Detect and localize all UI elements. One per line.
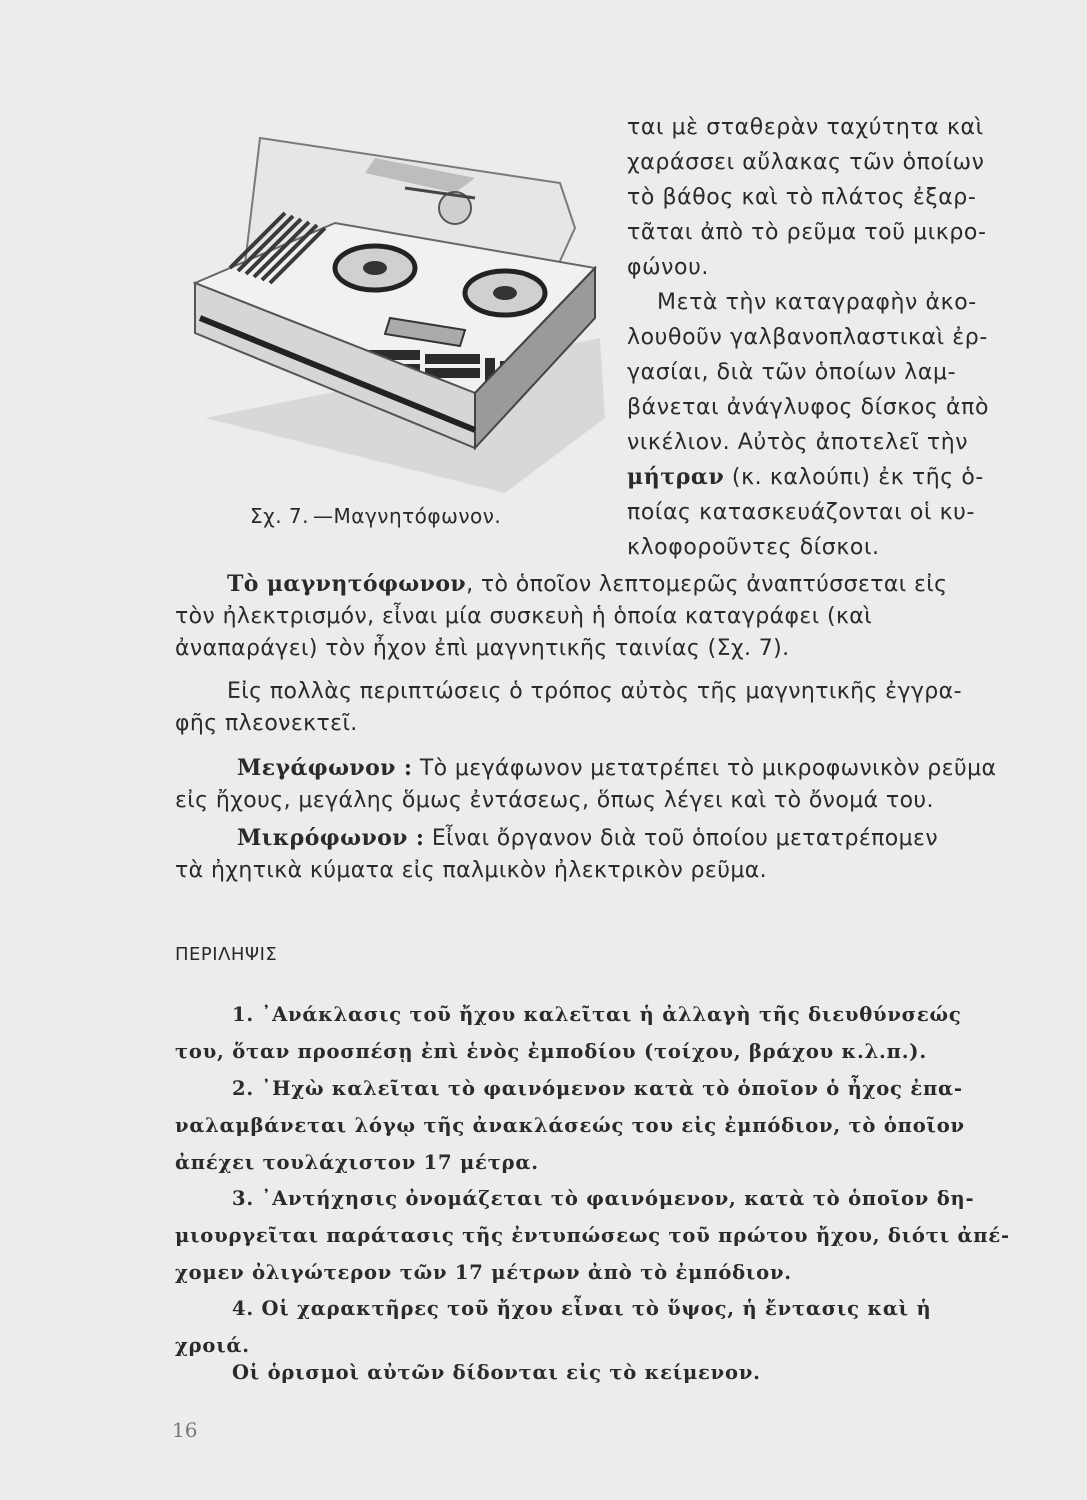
summary-note: [175, 1354, 1020, 1391]
text-line: φώνου.: [627, 255, 710, 280]
summary-heading: ΠΕΡΙΛΗΨΙΣ: [175, 944, 278, 965]
text-line: μιουργεῖται παράτασις τῆς ἐντυπώσεως τοῦ πρώτου ἤχου, διότι ἀπέ-: [175, 1224, 1010, 1247]
paragraph-loudspeaker: [175, 752, 1020, 817]
term-magnetophone: Τὸ μαγνητόφωνον: [227, 571, 467, 597]
text-line: Οἱ ὁρισμοὶ αὐτῶν δίδονται εἰς τὸ κείμενον.: [232, 1361, 761, 1384]
term-microphone: Μικρόφωνον :: [237, 825, 425, 851]
text-line: νικέλιον. Αὐτὸς ἀποτελεῖ τὴν: [627, 430, 969, 455]
page-number: 16: [172, 1418, 198, 1442]
text-line: ἀπέχει τουλάχιστον 17 μέτρα.: [175, 1151, 539, 1174]
summary-item-3: [175, 1180, 1020, 1291]
text-fragment: , τὸ ὁποῖον λεπτομερῶς ἀναπτύσσεται εἰς: [466, 572, 948, 597]
text-line: εἰς ἤχους, μεγάλης ὅμως ἐντάσεως, ὅπως λέγει καὶ τὸ ὄνομά του.: [175, 788, 934, 813]
text-line: τὰ ἠχητικὰ κύματα εἰς παλμικὸν ἠλεκτρικὸν ρεῦμα.: [175, 858, 768, 883]
tape-recorder-image: [175, 118, 615, 498]
paragraph-advantage: [175, 676, 1020, 740]
text-line: 3. ᾿Αντήχησις ὀνομάζεται τὸ φαινόμενον, κατὰ τὸ ὁποῖον δη-: [232, 1187, 975, 1210]
text-line: ποίας κατασκευάζονται οἱ κυ-: [627, 500, 976, 525]
text-line: φῆς πλεονεκτεῖ.: [175, 711, 358, 736]
text-fragment: Τὸ μεγάφωνον μετατρέπει τὸ μικροφωνικὸν ρεῦμα: [412, 756, 997, 781]
text-line: βάνεται ἀνάγλυφος δίσκος ἀπὸ: [627, 395, 990, 420]
figure-caption-number: Σχ. 7.: [250, 504, 309, 528]
summary-item-1: [175, 996, 1020, 1070]
text-line: 2. ᾿Ηχὼ καλεῖται τὸ φαινόμενον κατὰ τὸ ὁποῖον ὁ ἦχος ἐπα-: [232, 1077, 963, 1100]
figure-caption: [250, 504, 501, 528]
right-column-text: [627, 110, 1017, 565]
text-line: 4. Οἱ χαρακτῆρες τοῦ ἤχου εἶναι τὸ ὕψος, ἡ ἔντασις καὶ ἡ: [232, 1297, 932, 1320]
text-line: γασίαι, διὰ τῶν ὁποίων λαμ-: [627, 360, 957, 385]
paragraph-magnetophone: [175, 568, 1020, 665]
term-matrix: μήτραν: [627, 464, 725, 490]
text-line: τὸ βάθος καὶ τὸ πλάτος ἐξαρ-: [627, 185, 977, 210]
text-line: Εἰς πολλὰς περιπτώσεις ὁ τρόπος αὐτὸς τῆς μαγνητικῆς ἐγγρα-: [227, 679, 962, 704]
text-line: τὸν ἠλεκτρισμόν, εἶναι μία συσκευὴ ἡ ὁποία καταγράφει (καὶ: [175, 604, 873, 629]
text-line: τᾶται ἀπὸ τὸ ρεῦμα τοῦ μικρο-: [627, 220, 987, 245]
text-line: χροιά.: [175, 1334, 250, 1357]
term-loudspeaker: Μεγάφωνον :: [237, 755, 413, 781]
text-fragment: Εἶναι ὄργανον διὰ τοῦ ὁποίου μετατρέπομεν: [424, 826, 939, 851]
text-line: του, ὅταν προσπέσῃ ἐπὶ ἑνὸς ἐμποδίου (τοίχου, βράχου κ.λ.π.).: [175, 1040, 927, 1063]
figure-caption-text: —Μαγνητόφωνον.: [313, 504, 502, 528]
paragraph-microphone: [175, 822, 1020, 887]
text-line: κλοφοροῦντες δίσκοι.: [627, 535, 880, 560]
text-line: [627, 460, 1017, 495]
text-line: λουθοῦν γαλβανοπλαστικαὶ ἐρ-: [627, 325, 988, 350]
text-fragment: (κ. καλούπι) ἐκ τῆς ὁ-: [731, 465, 984, 490]
summary-item-2: [175, 1070, 1020, 1181]
summary-item-4: [175, 1290, 1020, 1364]
text-line: ναλαμβάνεται λόγῳ τῆς ἀνακλάσεώς του εἰς ἐμπόδιον, τὸ ὁποῖον: [175, 1114, 965, 1137]
tape-recorder-figure: [175, 118, 615, 538]
text-line: [175, 568, 1020, 601]
text-line: [175, 822, 1020, 855]
text-line: [175, 752, 1020, 785]
text-line: ται μὲ σταθερὰν ταχύτητα καὶ: [627, 115, 984, 140]
text-line: Μετὰ τὴν καταγραφὴν ἀκο-: [657, 290, 977, 315]
text-line: χομεν ὀλιγώτερον τῶν 17 μέτρων ἀπὸ τὸ ἐμπόδιον.: [175, 1261, 792, 1284]
text-line: χαράσσει αὔλακας τῶν ὁποίων: [627, 150, 985, 175]
text-line: ἀναπαράγει) τὸν ἦχον ἐπὶ μαγνητικῆς ταινίας (Σχ. 7).: [175, 636, 790, 661]
text-line: 1. ᾿Ανάκλασις τοῦ ἤχου καλεῖται ἡ ἀλλαγὴ τῆς διευθύνσεώς: [232, 1003, 962, 1026]
